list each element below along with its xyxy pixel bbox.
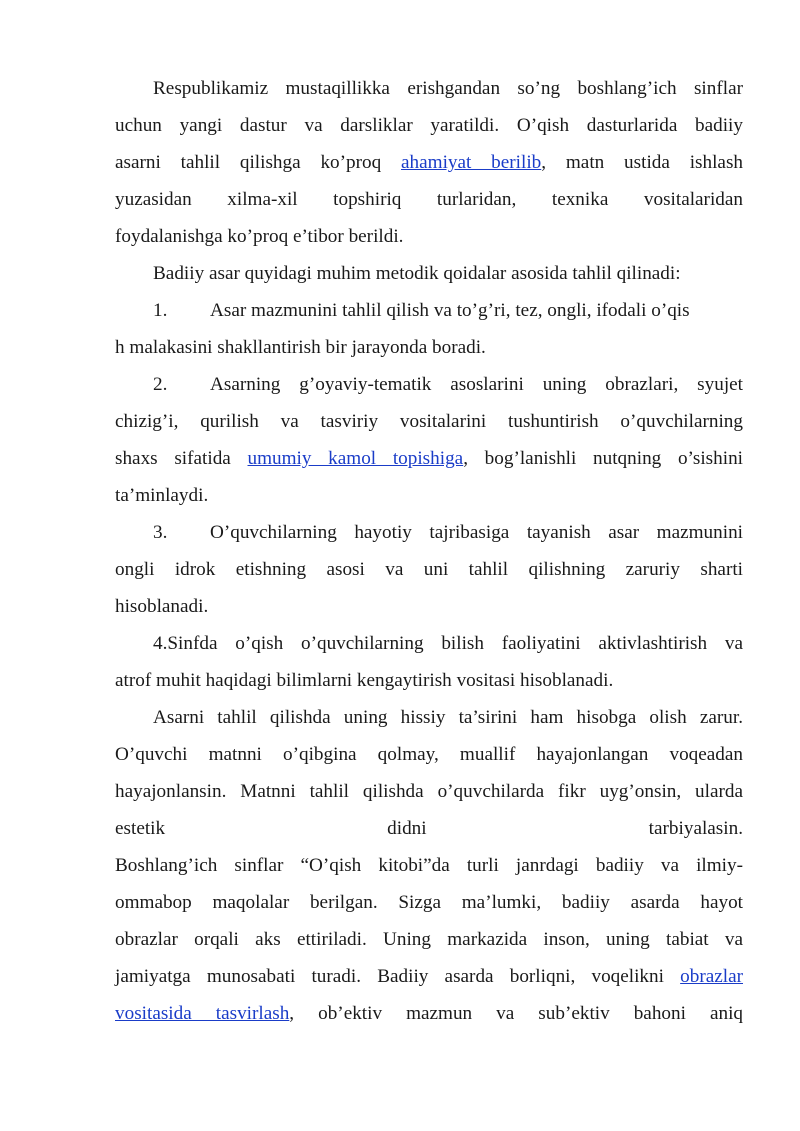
text-span: jamiyatga munosabati turadi. Badiiy asarda borliqni, voqelikni xyxy=(115,966,664,987)
list-item-line: chizig’i, qurilish va tasviriy vositalarini tushuntirish o’quvchilarning xyxy=(115,411,743,432)
paragraph-line: Respublikamiz mustaqillikka erishgandan so’ng boshlang’ich sinflar xyxy=(153,78,743,99)
paragraph-line: O’quvchi matnni o’qibgina qolmay, muallif hayajonlangan voqeadan xyxy=(115,744,743,765)
list-item-line: hisoblanadi. xyxy=(115,596,209,617)
list-number: 1. xyxy=(153,300,168,321)
list-item-line xyxy=(115,292,743,329)
paragraph-line: Badiiy asar quyidagi muhim metodik qoidalar asosida tahlil qilinadi: xyxy=(153,263,681,284)
list-item-line: h malakasini shakllantirish bir jarayonda boradi. xyxy=(115,337,486,358)
link-ahamiyat-berilib[interactable]: ahamiyat berilib xyxy=(401,152,542,173)
paragraph-line: ommabop maqolalar berilgan. Sizga ma’lumki, badiiy asarda hayot xyxy=(115,892,743,913)
document-page xyxy=(115,70,743,1032)
list-item-line: ongli idrok etishning asosi va uni tahlil qilishning zaruriy sharti xyxy=(115,559,743,580)
paragraph-line: Boshlang’ich sinflar “O’qish kitobi”da turli janrdagi badiiy va ilmiy- xyxy=(115,855,743,876)
paragraph-line: uchun yangi dastur va darsliklar yaratildi. O’qish dasturlarida badiiy xyxy=(115,115,743,136)
text-span: Asar mazmunini tahlil qilish va to’g’ri, tez, ongli, ifodali o’qis xyxy=(210,300,690,321)
paragraph-line: yuzasidan xilma-xil topshiriq turlaridan, texnika vositalaridan xyxy=(115,189,743,210)
link-vositasida-tasvirlash[interactable]: vositasida tasvirlash xyxy=(115,1003,290,1024)
text-span: O’quvchilarning hayotiy tajribasiga tayanish asar mazmunini xyxy=(210,522,743,543)
paragraph-line: Asarni tahlil qilishda uning hissiy ta’sirini ham hisobga olish zarur. xyxy=(153,707,743,728)
text-span: , ob’ektiv mazmun va sub’ektiv bahoni aniq xyxy=(289,1003,743,1024)
list-item-line: ta’minlaydi. xyxy=(115,485,209,506)
paragraph-line: foydalanishga ko’proq e’tibor berildi. xyxy=(115,226,404,247)
paragraph-line xyxy=(115,144,743,181)
text-span: Asarning g’oyaviy-tematik asoslarini uning obrazlari, syujet xyxy=(210,374,743,395)
list-item-line xyxy=(115,366,743,403)
list-item-line xyxy=(115,440,743,477)
text-span: , matn ustida ishlash xyxy=(541,152,744,173)
paragraph-line: estetik didni tarbiyalasin. xyxy=(115,818,743,839)
text-span: asarni tahlil qilishga ko’proq xyxy=(115,152,382,173)
paragraph-line: obrazlar orqali aks ettiriladi. Uning markazida inson, uning tabiat va xyxy=(115,929,743,950)
paragraph-line xyxy=(115,995,743,1032)
paragraph-line: hayajonlansin. Matnni tahlil qilishda o’quvchilarda fikr uyg’onsin, ularda xyxy=(115,781,743,802)
link-umumiy-kamol-topishiga[interactable]: umumiy kamol topishiga xyxy=(247,448,464,469)
text-span: , bog’lanishli nutqning o’sishini xyxy=(463,448,743,469)
text-span: shaxs sifatida xyxy=(115,448,231,469)
list-item-line: 4.Sinfda o’qish o’quvchilarning bilish faoliyatini aktivlashtirish va xyxy=(153,633,743,654)
list-item-line: atrof muhit haqidagi bilimlarni kengaytirish vositasi hisoblanadi. xyxy=(115,670,614,691)
list-number: 3. xyxy=(153,522,168,543)
link-obrazlar[interactable]: obrazlar xyxy=(680,966,743,987)
paragraph-line xyxy=(115,958,743,995)
list-item-line xyxy=(115,514,743,551)
list-number: 2. xyxy=(153,374,168,395)
